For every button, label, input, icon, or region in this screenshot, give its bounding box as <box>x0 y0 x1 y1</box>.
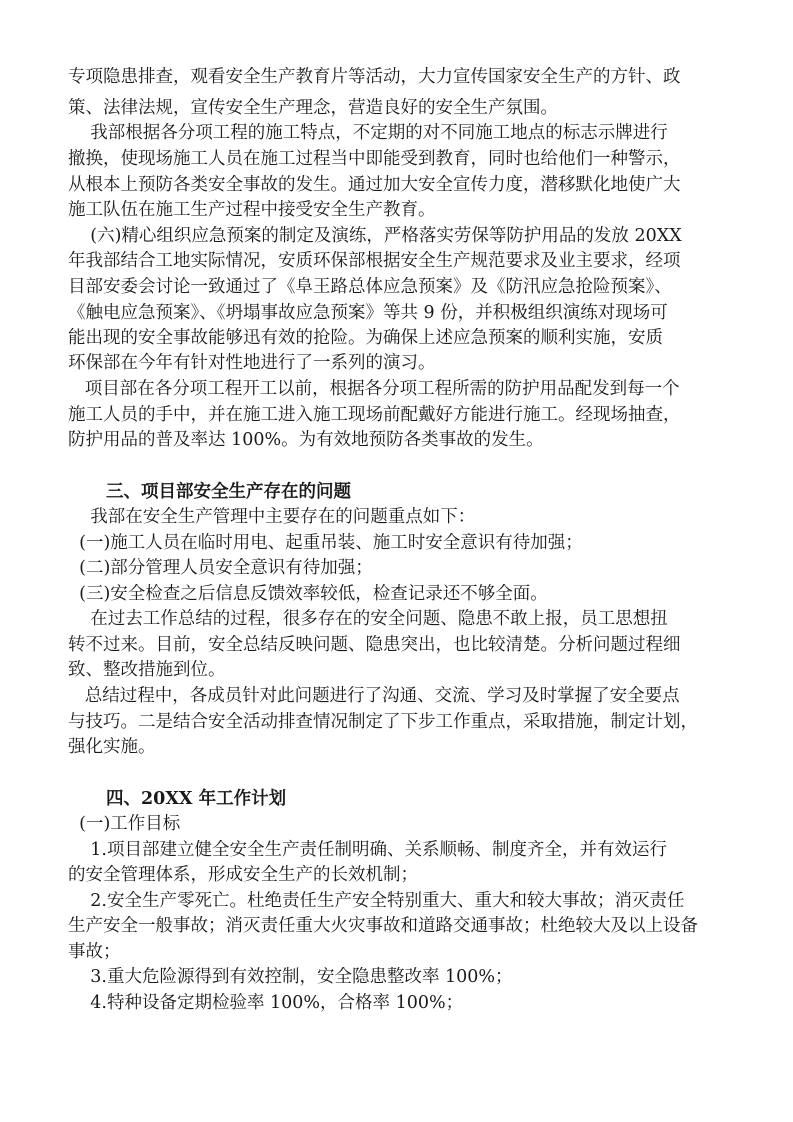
text-line: 1.项目部建立健全安全生产责任制明确、关系顺畅、制度齐全，并有效运行 <box>68 840 667 860</box>
text-line: 能出现的安全事故能够迅有效的抢险。为确保上述应急预案的顺利实施，安质 <box>68 328 663 348</box>
section-heading: 四、20XX 年工作计划 <box>106 789 287 809</box>
text-line: 施工队伍在施工生产过程中接受安全生产教育。 <box>68 200 436 220</box>
text-line: (一)施工人员在临时用电、起重吊装、施工时安全意识有待加强； <box>68 533 583 553</box>
text-line: 强化实施。 <box>68 737 156 757</box>
section-heading: 三、项目部安全生产存在的问题 <box>106 482 351 502</box>
text-line: (三)安全检查之后信息反馈效率较低，检查记录还不够全面。 <box>68 584 548 604</box>
text-line: 生产安全一般事故；消灭责任重大火灾事故和道路交通事故；杜绝较大及以上设备 <box>68 916 698 936</box>
text-line: 防护用品的普及率达 100%。为有效地预防各类事故的发生。 <box>68 430 544 450</box>
text-line: 3.重大危险源得到有效控制，安全隐患整改率 100%； <box>68 967 513 987</box>
text-line: 从根本上预防各类安全事故的发生。通过加大安全宣传力度，潜移默化地使广大 <box>68 175 681 195</box>
text-line: (一)工作目标 <box>68 814 181 834</box>
text-line: (六)精心组织应急预案的制定及演练，严格落实劳保等防护用品的发放 20XX <box>68 226 682 246</box>
text-line: 事故； <box>68 942 121 962</box>
text-line: (二)部分管理人员安全意识有待加强； <box>68 558 373 578</box>
text-line: 在过去工作总结的过程，很多存在的安全问题、隐患不敢上报，员工思想扭 <box>68 609 668 629</box>
text-line: 撤换，使现场施工人员在施工过程当中即能受到教育，同时也给他们一种警示， <box>68 149 681 169</box>
text-line: 项目部在各分项工程开工以前，根据各分项工程所需的防护用品配发到每一个 <box>68 379 680 399</box>
text-line: 环保部在今年有针对性地进行了一系列的演习。 <box>68 353 436 373</box>
text-line: 策、法律法规，宣传安全生产理念，营造良好的安全生产氛围。 <box>68 98 558 118</box>
text-line: 与技巧。二是结合安全活动排查情况制定了下步工作重点，采取措施，制定计划， <box>68 712 698 732</box>
text-line: 我部根据各分项工程的施工特点，不定期的对不同施工地点的标志示牌进行 <box>68 123 668 143</box>
text-line: 《触电应急预案》、《坍塌事故应急预案》等共 9 份，并积极组织演练对现场可 <box>68 303 668 323</box>
text-line: 的安全管理体系，形成安全生产的长效机制； <box>68 865 418 885</box>
text-line: 2.安全生产零死亡。杜绝责任生产安全特别重大、重大和较大事故；消灭责任 <box>68 891 685 911</box>
text-line: 总结过程中，各成员针对此问题进行了沟通、交流、学习及时掌握了安全要点 <box>68 686 680 706</box>
text-line: 我部在安全生产管理中主要存在的问题重点如下： <box>68 507 476 527</box>
text-line: 4.特种设备定期检验率 100%，合格率 100%； <box>68 993 464 1013</box>
text-line: 专项隐患排查，观看安全生产教育片等活动，大力宣传国家安全生产的方针、政 <box>68 67 681 87</box>
text-line: 致、整改措施到位。 <box>68 660 226 680</box>
text-line: 目部安委会讨论一致通过了《阜王路总体应急预案》及《防汛应急抢险预案》、 <box>68 277 672 297</box>
text-line: 转不过来。目前，安全总结反映问题、隐患突出，也比较清楚。分析问题过程细 <box>68 635 681 655</box>
text-line: 施工人员的手中，并在施工进入施工现场前配戴好方能进行施工。经现场抽查， <box>68 405 681 425</box>
text-line: 年我部结合工地实际情况，安质环保部根据安全生产规范要求及业主要求，经项 <box>68 251 681 271</box>
